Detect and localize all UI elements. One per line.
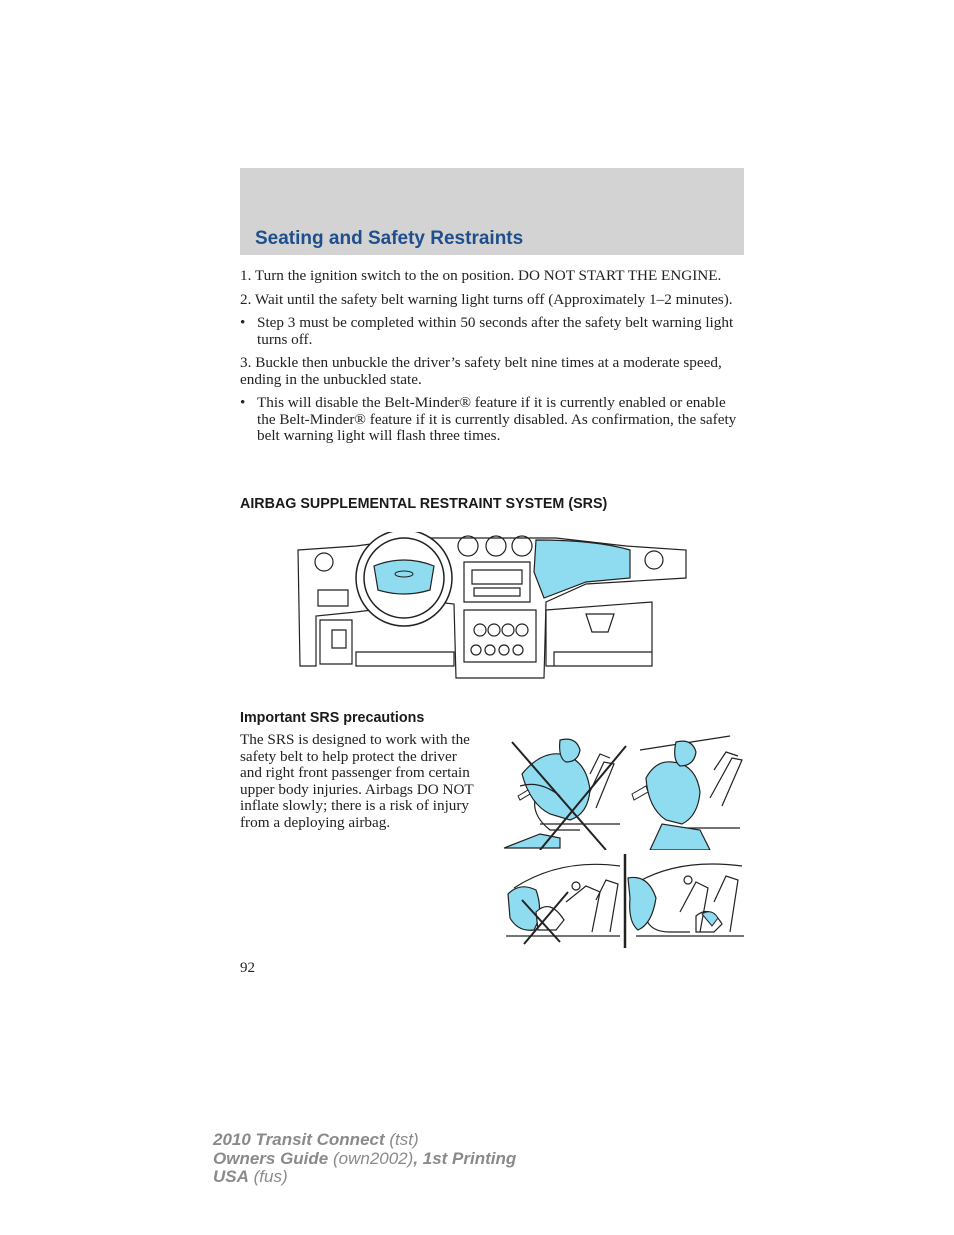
step-1: 1. Turn the ignition switch to the on position. DO NOT START THE ENGINE.	[240, 267, 722, 284]
bullet-item	[240, 315, 744, 348]
footer-guide: Owners Guide	[213, 1148, 329, 1168]
bullet-marker: •	[240, 314, 246, 331]
step-3: 3. Buckle then unbuckle the driver’s safety belt nine times at a moderate speed, ending in the unbuckled state.	[240, 354, 722, 388]
bullet-text: This will disable the Belt-Minder® feature if it is currently enabled or enable the Belt-Minder® feature if it is currently disabled. As confirmation, the safety belt warning light will flash three times.	[257, 394, 737, 444]
occupant-position-illustration	[500, 734, 746, 850]
document-footer	[213, 1131, 516, 1187]
precautions-heading: Important SRS precautions	[240, 710, 425, 726]
instruction-list	[240, 268, 744, 452]
airbag-section-heading: AIRBAG SUPPLEMENTAL RESTRAINT SYSTEM (SRS)	[240, 496, 608, 512]
bullet-text: Step 3 must be completed within 50 seconds after the safety belt warning light turns off.	[257, 314, 734, 348]
child-seat-illustration	[500, 852, 746, 950]
section-header-band	[240, 168, 744, 255]
page-number: 92	[240, 960, 255, 976]
footer-line-2	[213, 1150, 516, 1169]
footer-line-3	[213, 1168, 516, 1187]
bullet-item	[240, 395, 744, 445]
footer-model-code: (tst)	[384, 1130, 419, 1149]
footer-model: 2010 Transit Connect	[213, 1130, 385, 1149]
section-title: Seating and Safety Restraints	[255, 228, 524, 249]
footer-guide-code: (own2002)	[328, 1148, 414, 1168]
footer-printing: , 1st Printing	[413, 1148, 517, 1168]
bullet-marker: •	[240, 394, 246, 411]
dashboard-airbag-illustration	[296, 532, 688, 682]
footer-market: USA	[213, 1167, 249, 1186]
footer-market-code: (fus)	[248, 1167, 288, 1186]
precautions-paragraph: The SRS is designed to work with the safety belt to help protect the driver and right front passenger from certain upper body injuries. Airbags DO NOT inflate slowly; there is a risk of injury from a deploying airbag.	[240, 731, 474, 831]
footer-line-1	[213, 1131, 516, 1150]
step-2: 2. Wait until the safety belt warning light turns off (Approximately 1–2 minutes).	[240, 290, 733, 308]
